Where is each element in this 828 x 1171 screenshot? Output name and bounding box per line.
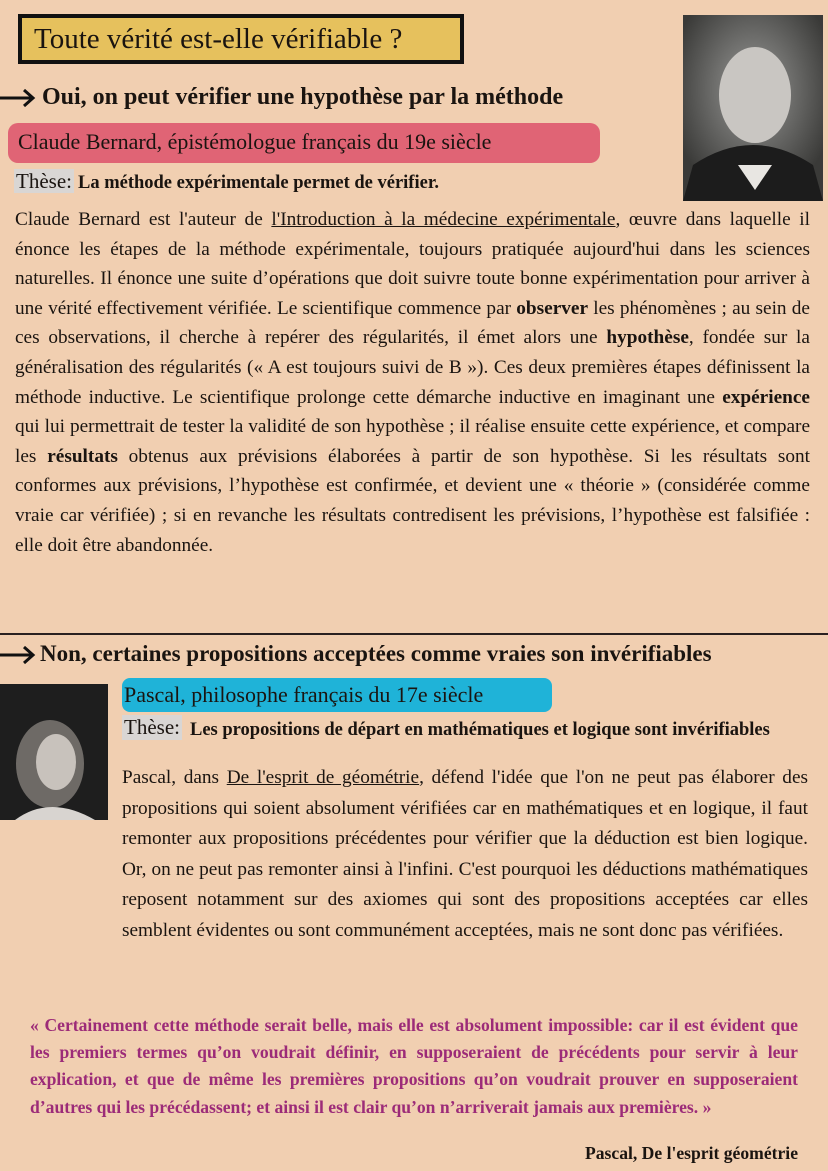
- text: Pascal, dans: [122, 767, 227, 788]
- portrait-image-icon: [683, 15, 823, 201]
- section2-heading: [0, 641, 712, 668]
- bernard-these: [14, 169, 439, 194]
- quote-signature: Pascal, De l'esprit géométrie: [585, 1143, 798, 1163]
- pascal-paragraph: [122, 763, 808, 946]
- text: les phénomènes ; au sein de ces observations, il cherche à repérer des régularités, il émet alors une: [15, 297, 810, 349]
- portrait-image-icon: [0, 684, 108, 820]
- these-text: La méthode expérimentale permet de vérifier.: [77, 173, 439, 193]
- keyword: hypothèse: [606, 327, 689, 349]
- text: qui lui permettrait de tester la validité de son hypothèse ; il réalise ensuite cette expérience, et compare les: [15, 416, 810, 467]
- text: obtenus aux prévisions élaborées à partir de son hypothèse. Si les résultats sont conformes aux prévisions, l’hypothèse est confirmée, et devient une « théorie » (considérée comme vraie car vérifiée) ; si en revanche les résultats contredisent les prévisions, l’hypothèse est falsifiée : elle doit être abandonnée.: [15, 445, 810, 556]
- bernard-author-label: Claude Bernard, épistémologue français du 19e siècle: [8, 123, 600, 163]
- text: , fondée sur la généralisation des régularités (« A est toujours suivi de B »). Ces deux premières étapes définissent la méthode inductive. Le scientifique prolonge cette démarche inductive en imaginant une: [15, 327, 810, 408]
- these-label: Thèse:: [124, 715, 180, 739]
- pascal-portrait: [0, 684, 108, 820]
- keyword: résultats: [47, 445, 118, 467]
- section1-heading: [0, 84, 563, 111]
- these-label: Thèse:: [16, 169, 72, 193]
- keyword: expérience: [722, 386, 810, 408]
- text: , défend l'idée que l'on ne peut pas élaborer des propositions qui soient absolument vérifiées car en mathématiques et en logique, il faut remonter aux propositions précédentes pour vérifier que la déduction est bien logique. Or, on ne peut pas remonter ainsi à l'infini. C'est pourquoi les déductions mathématiques reposent notamment sur des axiomes qui sont des propositions acceptées car elles semblent évidentes ou sont communément acceptées, mais ne sont donc pas vérifiées.: [122, 767, 809, 941]
- pascal-quote: « Certainement cette méthode serait belle, mais elle est absolument impossible: car il est évident que les premiers termes qu’on voudrait définir, en supposeraient de précédents pour servir à leur explication, et que de même les premières propositions qu’on voudrait prouver en supposeraient d’autres qui les précédassent; et ainsi il est clair qu’on n’arriverait jamais aux premières. »: [30, 1015, 798, 1117]
- section-divider: [0, 633, 828, 635]
- arrow-right-icon: [0, 645, 36, 665]
- page-title: Toute vérité est-elle vérifiable ?: [18, 14, 464, 64]
- pascal-author-label: Pascal, philosophe français du 17e siècle: [122, 678, 552, 712]
- section1-heading-text: Oui, on peut vérifier une hypothèse par la méthode: [42, 84, 564, 110]
- text: Claude Bernard est l'auteur de: [15, 209, 272, 230]
- book-title: l'Introduction à la médecine expérimentale: [271, 209, 616, 230]
- bernard-portrait: [683, 15, 823, 201]
- bernard-paragraph: [15, 205, 810, 560]
- section2-heading-text: Non, certaines propositions acceptées comme vraies son invérifiables: [40, 641, 712, 666]
- pascal-these: [122, 715, 812, 740]
- these-text: Les propositions de départ en mathématiques et logique sont invérifiables: [189, 720, 770, 740]
- keyword: observer: [516, 297, 589, 319]
- book-title: De l'esprit de géométrie: [226, 767, 420, 788]
- text: , œuvre dans laquelle il énonce les étapes de la méthode expérimentale, toujours pratiquée aujourd'hui dans les sciences naturelles. Il énonce une suite d’opérations que doit suivre toute bonne expérimentation pour arriver à une vérité effectivement vérifiée. Le scientifique commence par: [15, 209, 810, 319]
- arrow-right-icon: [0, 88, 36, 108]
